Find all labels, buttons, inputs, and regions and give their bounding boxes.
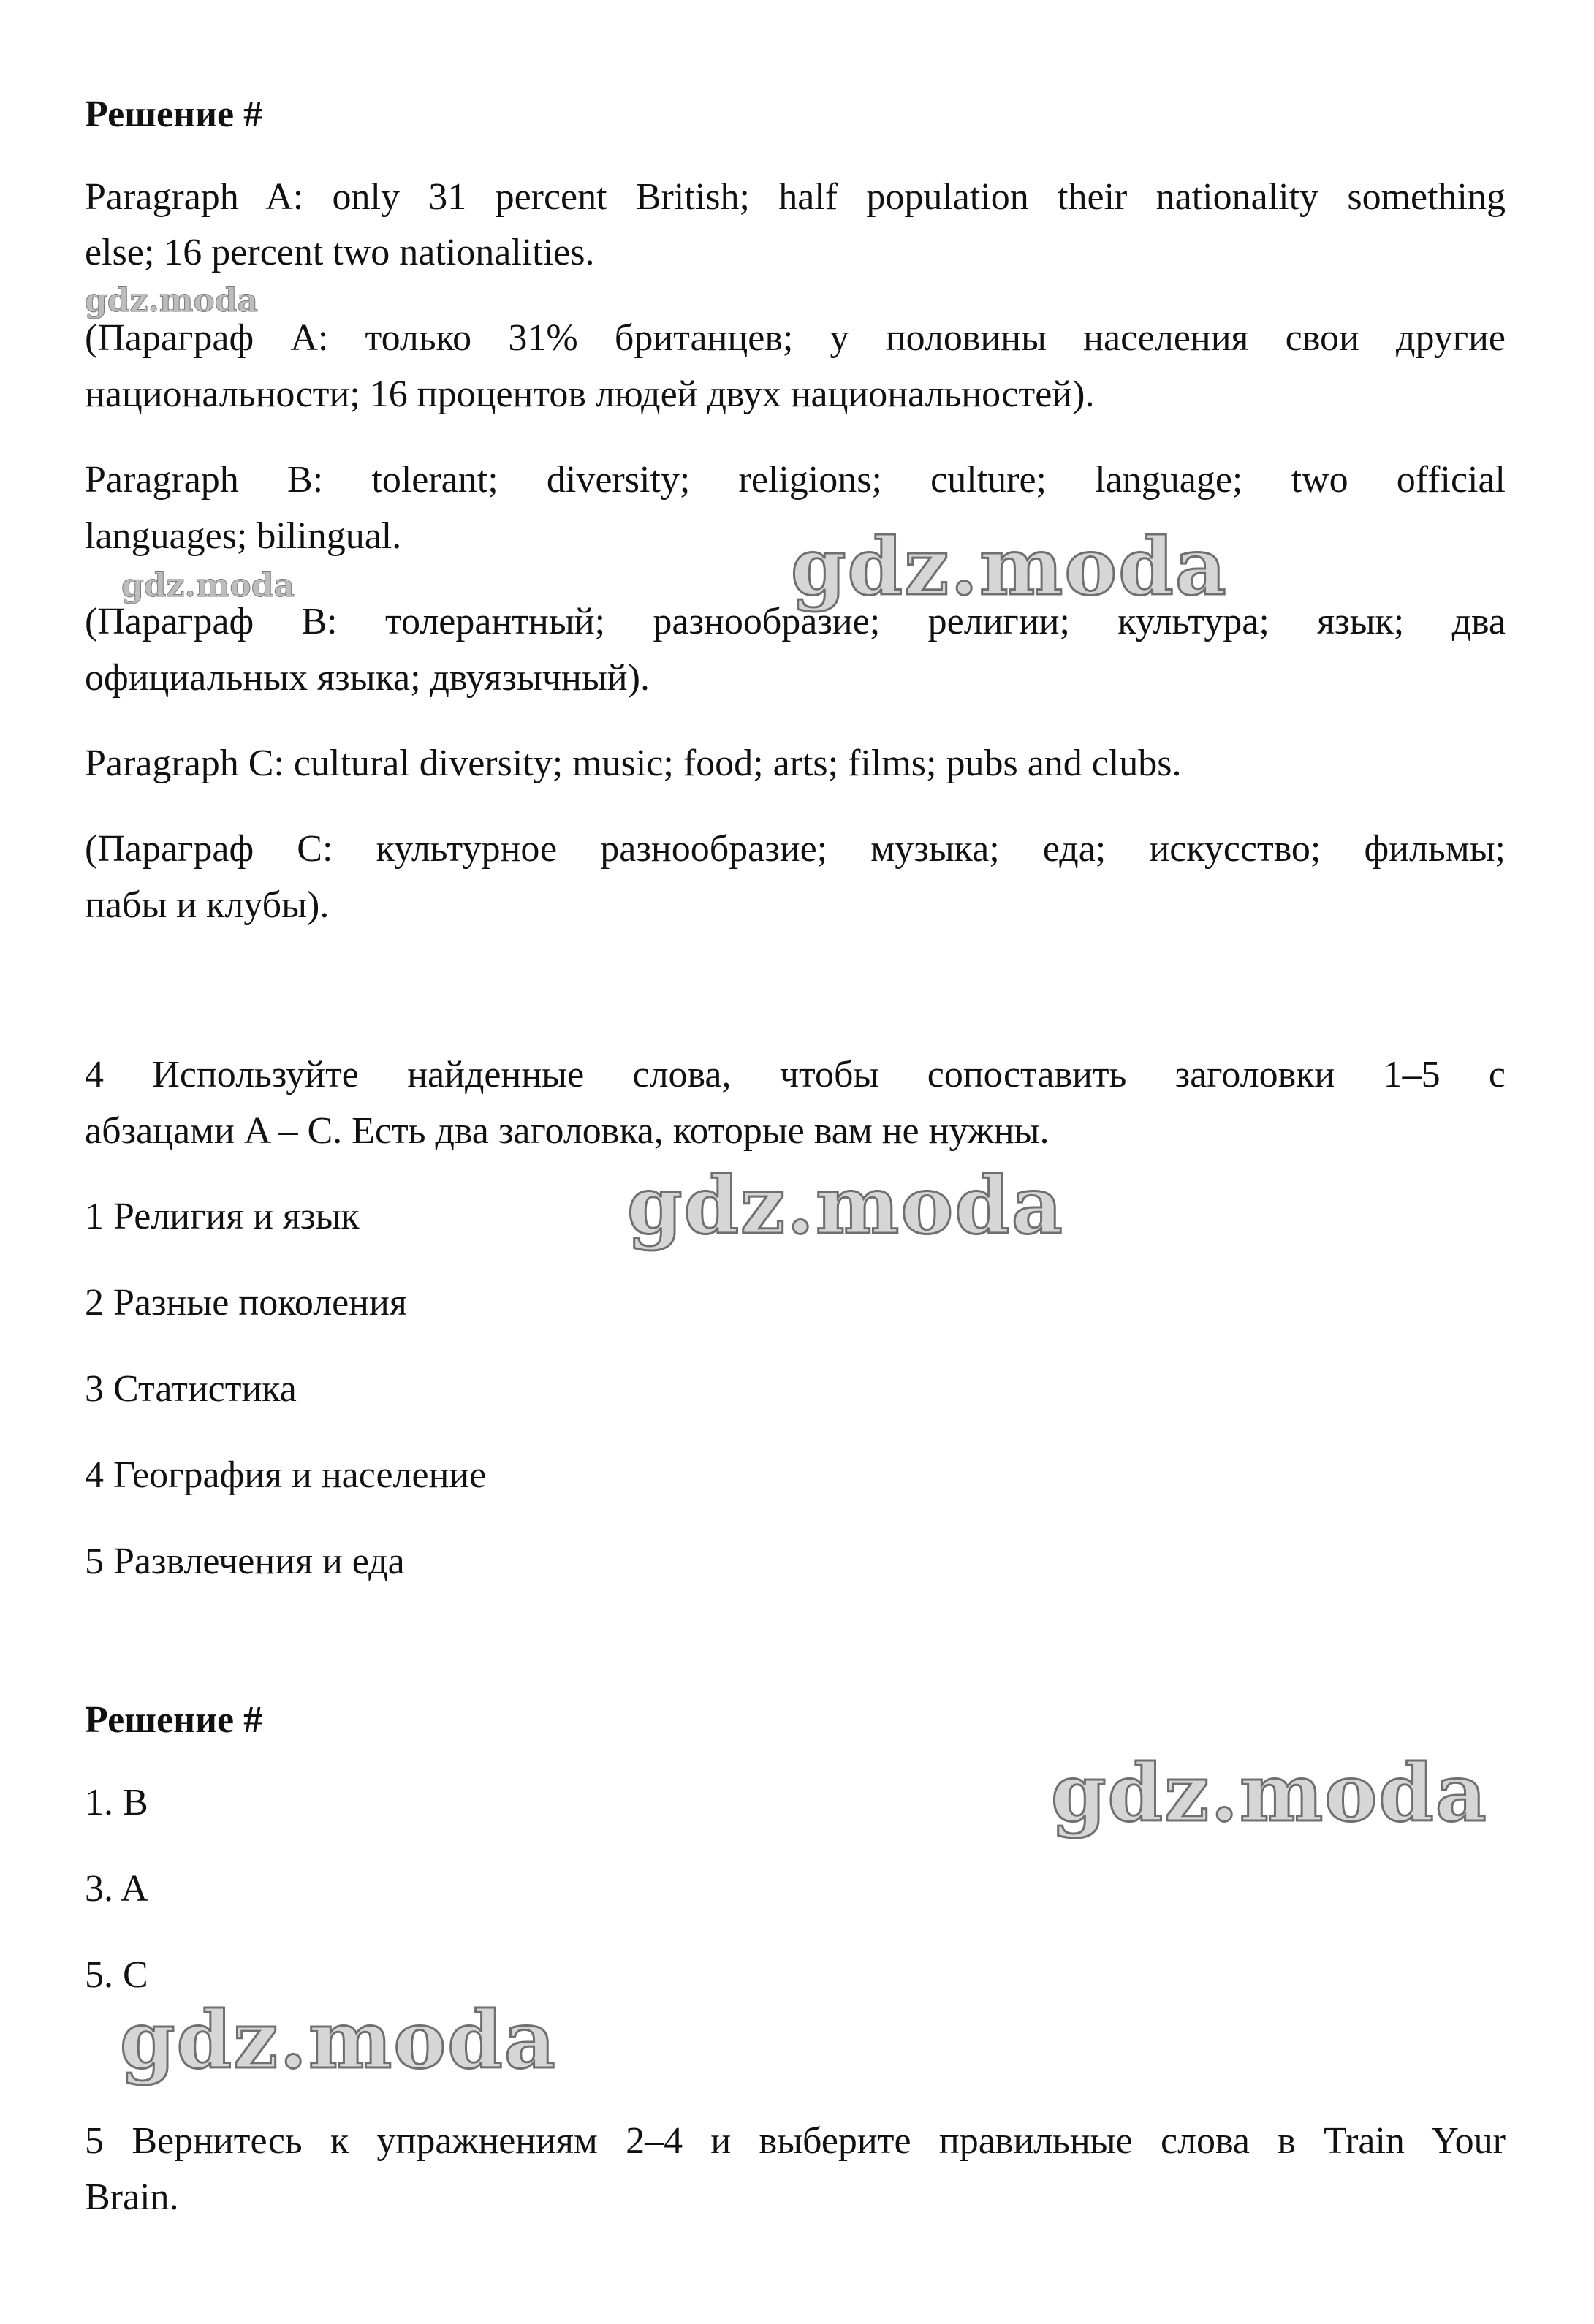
paragraph-b-en-line2: languages; bilingual. xyxy=(85,515,402,557)
paragraph-a-en-line1: Paragraph A: only 31 percent British; half population their nationality something xyxy=(85,176,1506,218)
watermark-logo: gdz.moda xyxy=(121,567,295,604)
task4-line1: 4 Используйте найденные слова, чтобы сопоставить заголовки 1–5 с xyxy=(85,1054,1506,1095)
paragraph-c-en: Paragraph C: cultural diversity; music; food; arts; films; pubs and clubs. xyxy=(85,743,1182,784)
answer-item: 1. B xyxy=(85,1782,148,1823)
task5-line1: 5 Вернитесь к упражнениям 2–4 и выберите правильные слова в Train Your xyxy=(85,2120,1506,2162)
watermark-logo: gdz.moda xyxy=(627,1160,1064,1252)
paragraph-a-ru-line1: (Параграф A: только 31% британцев; у половины населения свои другие xyxy=(85,317,1506,359)
heading-item: 4 География и население xyxy=(85,1454,487,1496)
paragraph-a-ru-line2: национальности; 16 процентов людей двух национальностей). xyxy=(85,373,1095,415)
paragraph-b-ru-line1: (Параграф B: толерантный; разнообразие; религии; культура; язык; два xyxy=(85,601,1506,642)
solution-heading: Решение # xyxy=(85,94,263,135)
heading-item: 2 Разные поколения xyxy=(85,1282,407,1324)
paragraph-b-ru-line2: официальных языка; двуязычный). xyxy=(85,657,650,699)
watermark-logo: gdz.moda xyxy=(1051,1747,1488,1839)
paragraph-a-en-line2: else; 16 percent two nationalities. xyxy=(85,232,595,273)
watermark-logo: gdz.moda xyxy=(120,1994,557,2086)
heading-item: 1 Религия и язык xyxy=(85,1196,360,1237)
task4-line2: абзацами A – C. Есть два заголовка, которые вам не нужны. xyxy=(85,1110,1050,1152)
task5-line2: Brain. xyxy=(85,2176,179,2218)
watermark-logo: gdz.moda xyxy=(791,521,1228,613)
answer-item: 3. A xyxy=(85,1868,148,1910)
paragraph-b-en-line1: Paragraph B: tolerant; diversity; religions; culture; language; two official xyxy=(85,459,1506,501)
watermark-logo: gdz.moda xyxy=(85,282,259,319)
paragraph-c-ru-line1: (Параграф C: культурное разнообразие; музыка; еда; искусство; фильмы; xyxy=(85,828,1506,870)
heading-item: 3 Статистика xyxy=(85,1368,297,1410)
paragraph-c-ru-line2: пабы и клубы). xyxy=(85,884,330,926)
solution-heading: Решение # xyxy=(85,1699,263,1741)
heading-item: 5 Развлечения и еда xyxy=(85,1541,405,1582)
answer-item: 5. C xyxy=(85,1954,148,1996)
